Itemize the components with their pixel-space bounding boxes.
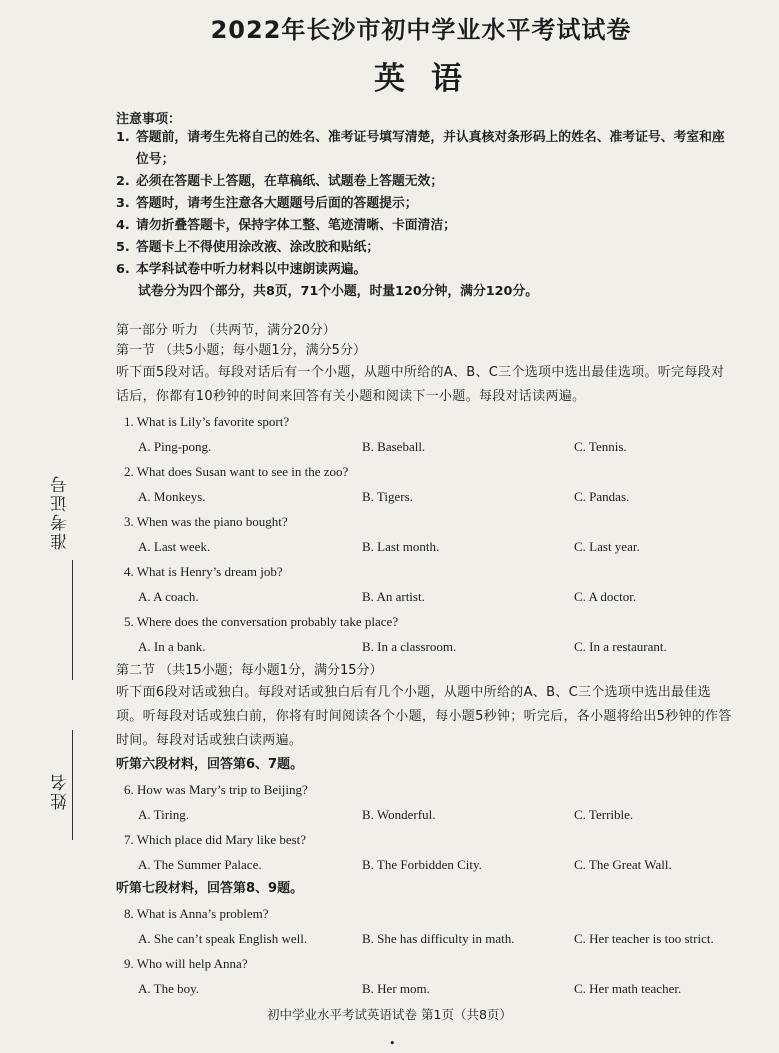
- section1-instructions: 听下面5段对话。每段对话后有一个小题，从题中所给的A、B、C三个选项中选出最佳选项。听完每段对话后，你都有10秒钟的时间来回答有关小题和阅读下一小题。每段对话读两遍。: [116, 365, 725, 404]
- exam-content: [116, 10, 736, 1001]
- candidate-id-label: 准考证号: [51, 474, 71, 550]
- part1-title: 第一部分 听力 （共两节，满分20分）: [116, 323, 336, 338]
- notes-heading: 注意事项：: [116, 112, 182, 127]
- exam-subject: 英语: [374, 61, 488, 97]
- notes-list: [116, 127, 736, 303]
- question: 3. When was the piano bought?: [124, 514, 288, 529]
- note-item: 5. 答题卡上不得使用涂改液、涂改胶和贴纸；: [116, 240, 380, 255]
- note-item: 3. 答题时，请考生注意各大题题号后面的答题提示；: [116, 196, 418, 211]
- question-list-section1: [116, 409, 736, 659]
- options: A. The boy. B. Her mom. C. Her math teacher.: [138, 981, 682, 996]
- exam-title: 2022年长沙市初中学业水平考试试卷: [210, 16, 632, 44]
- section1-title: 第一节 （共5小题；每小题1分，满分5分）: [116, 343, 366, 358]
- name-label: 姓名: [51, 772, 71, 810]
- name-field: [48, 730, 74, 950]
- question-list-group6: [116, 777, 736, 877]
- candidate-id-field: [48, 460, 74, 680]
- section2-instructions: 听下面6段对话或独白。每段对话或独白后有几个小题，从题中所给的A、B、C三个选项中选出最佳选项。听每段对话或独白前，你将有时间阅读各个小题，每小题5秒钟；听完后，各小题将给出5秒钟的作答时间。每段对话或独白读两遍。: [116, 685, 732, 748]
- options: A. The Summer Palace. B. The Forbidden City. C. The Great Wall.: [138, 857, 672, 872]
- page-footer: 初中学业水平考试英语试卷 第1页（共8页）: [267, 1007, 512, 1022]
- note-item: 2. 必须在答题卡上答题，在草稿纸、试题卷上答题无效；: [116, 174, 444, 189]
- options: A. A coach. B. An artist. C. A doctor.: [138, 589, 637, 604]
- candidate-id-line: [72, 560, 73, 680]
- options: A. Last week. B. Last month. C. Last year.: [138, 539, 640, 554]
- section2-title: 第二节 （共15小题；每小题1分，满分15分）: [116, 663, 383, 678]
- group-heading: 听第六段材料，回答第6、7题。: [116, 757, 304, 772]
- exam-summary: 试卷分为四个部分，共8页，71个小题，时量120分钟，满分120分。: [138, 284, 539, 299]
- question: 1. What is Lily’s favorite sport?: [124, 414, 290, 429]
- question: 7. Which place did Mary like best?: [124, 832, 307, 847]
- options: A. Monkeys. B. Tigers. C. Pandas.: [138, 489, 630, 504]
- page-dot-mark: •: [389, 1037, 396, 1050]
- note-item: 4. 请勿折叠答题卡，保持字体工整、笔迹清晰、卡面清洁；: [116, 218, 456, 233]
- question: 2. What does Susan want to see in the zoo?: [124, 464, 349, 479]
- question: 4. What is Henry’s dream job?: [124, 564, 283, 579]
- options: A. Tiring. B. Wonderful. C. Terrible.: [138, 807, 634, 822]
- options: A. Ping-pong. B. Baseball. C. Tennis.: [138, 439, 627, 454]
- options: A. She can’t speak English well. B. She has difficulty in math. C. Her teacher is too strict.: [138, 931, 714, 946]
- question-list-group7: [116, 901, 736, 1001]
- question: 6. How was Mary’s trip to Beijing?: [124, 782, 308, 797]
- note-item: 6. 本学科试卷中听力材料以中速朗读两遍。: [116, 262, 367, 277]
- question: 5. Where does the conversation probably take place?: [124, 614, 399, 629]
- question: 8. What is Anna’s problem?: [124, 906, 269, 921]
- group-heading: 听第七段材料，回答第8、9题。: [116, 881, 304, 896]
- options: A. In a bank. B. In a classroom. C. In a restaurant.: [138, 639, 667, 654]
- note-item: 1. 答题前，请考生先将自己的姓名、准考证号填写清楚，并认真核对条形码上的姓名、准考证号、考室和座位号；: [116, 130, 725, 167]
- question: 9. Who will help Anna?: [124, 956, 248, 971]
